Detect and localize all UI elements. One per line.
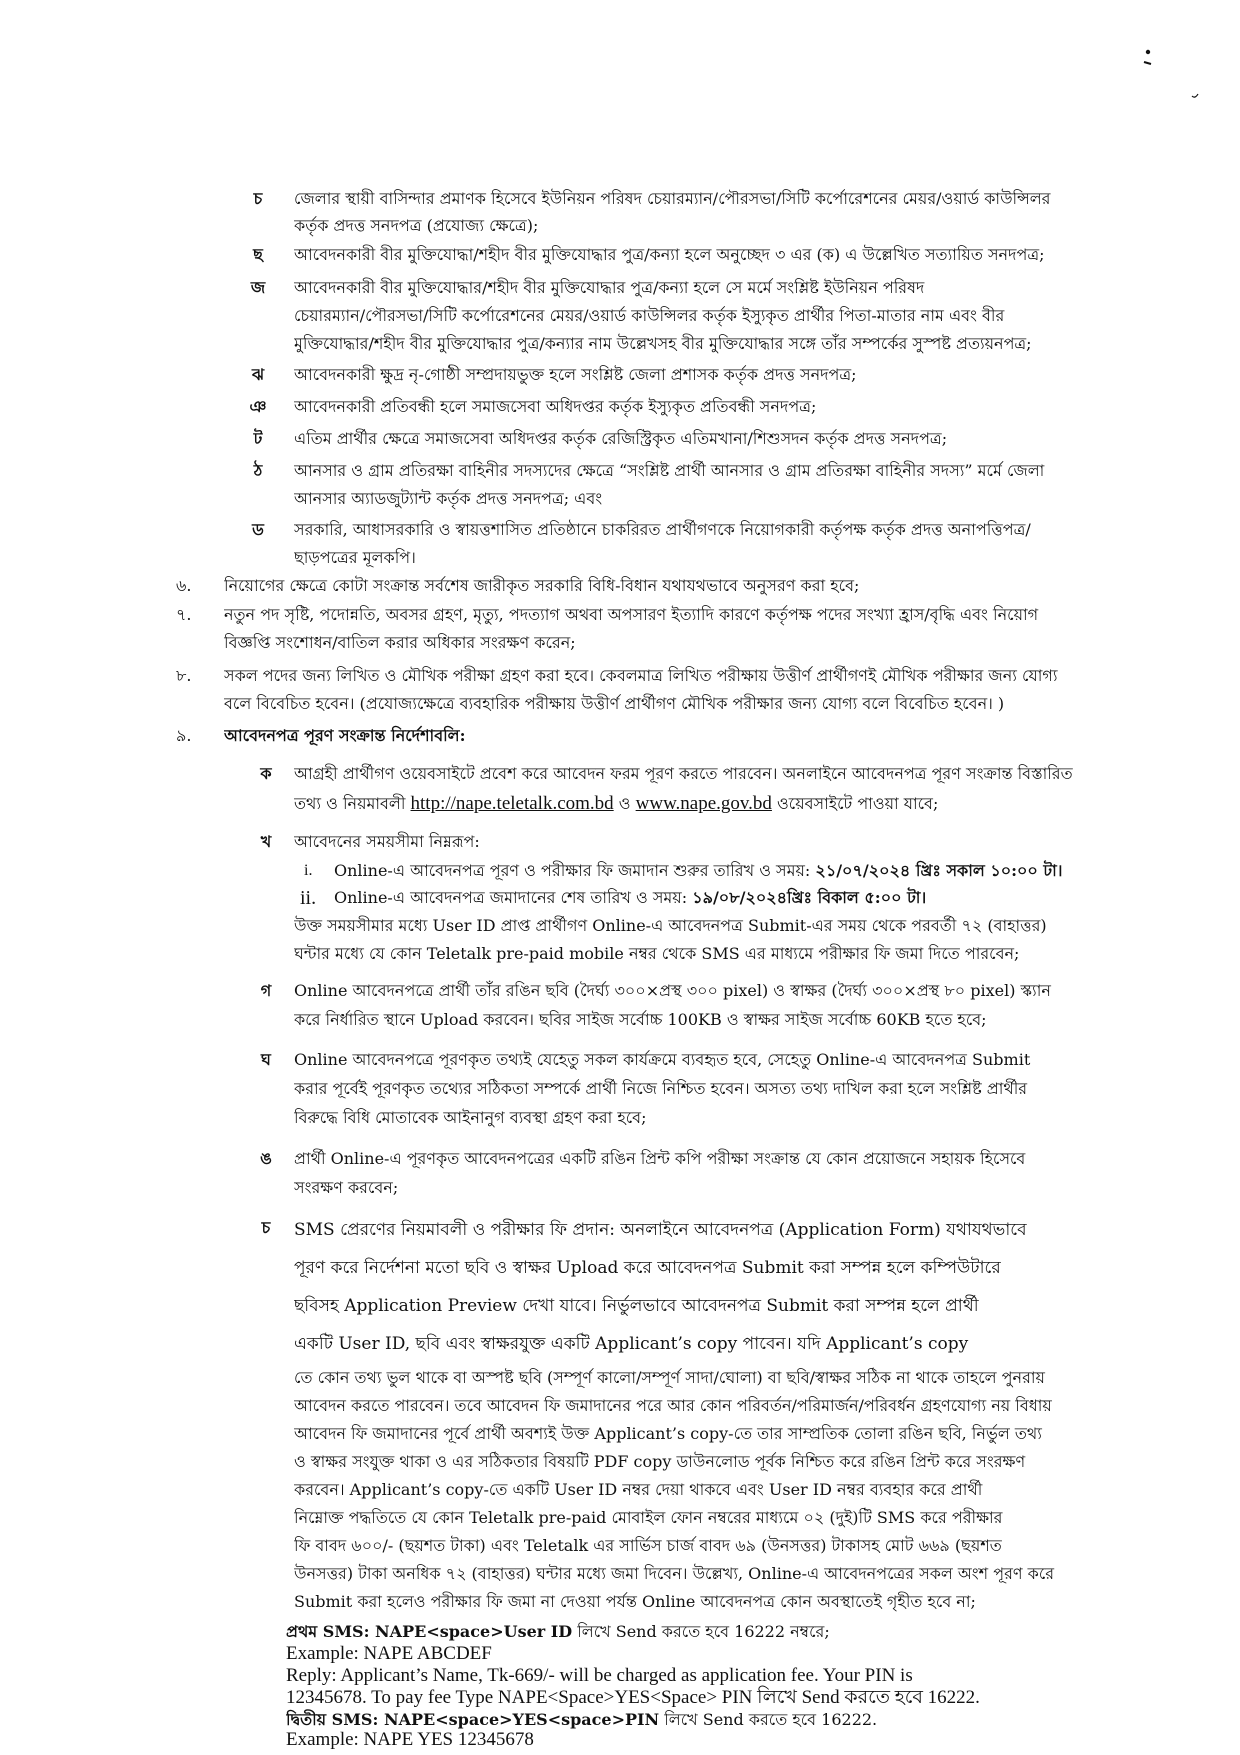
- instruction-label: ঘ: [261, 1050, 271, 1069]
- sms-rules-text: উনসত্তর) টাকা অনধিক ৭২ (বাহাত্তর) ঘন্টার মধ্যে জমা দিবেন। উল্লেখ্য, Online-এ আবেদনপত্রের সকল অংশ পূরণ করে: [294, 1564, 1055, 1583]
- sub-number: ii.: [300, 887, 317, 909]
- instruction-label: ঙ: [260, 1149, 272, 1168]
- item-label: ঠ: [253, 461, 263, 480]
- point-number: ৮.: [176, 666, 192, 685]
- text-fragment: তথ্য ও নিয়মাবলী: [294, 794, 411, 813]
- item-text: এতিম প্রার্থীর ক্ষেত্রে সমাজসেবা অধিদপ্তর কর্তৃক রেজিস্ট্রিকৃত এতিমখানা/শিশুসদন কর্তৃক প্রদত্ত সনদপত্র;: [294, 429, 948, 448]
- reply-1: Reply: Applicant’s Name, Tk-669/- will be charged as application fee. Your PIN is: [286, 1665, 913, 1686]
- sms-rules-text: করবেন। Applicant’s copy-তে একটি User ID নম্বর দেয়া থাকবে এবং User ID নম্বর ব্যবহার করে প্রার্থী: [294, 1480, 983, 1499]
- item-label: জ: [250, 278, 266, 297]
- sms-rules-text: নিম্নোক্ত পদ্ধতিতে যে কোন Teletalk pre-paid মোবাইল ফোন নম্বরের মাধ্যমে ০২ (দুই)টি SMS করে পরীক্ষার: [294, 1508, 1003, 1527]
- item-text: ছাড়পত্রের মূলকপি।: [294, 548, 416, 567]
- item-text: আবেদনকারী বীর মুক্তিযোদ্ধা/শহীদ বীর মুক্তিযোদ্ধার পুত্র/কন্যা হলে অনুচ্ছেদ ৩ এর (ক) এ উল্লেখিত সত্যায়িত সনদপত্র;: [294, 245, 1045, 264]
- item-label: ট: [253, 429, 263, 448]
- point-text: বলে বিবেচিত হবেন। (প্রযোজ্যক্ষেত্রে ব্যবহারিক পরীক্ষায় উত্তীর্ণ প্রার্থীগণ মৌখিক পরীক্ষার জন্য যোগ্য বলে বিবেচিত হবেন। ): [224, 694, 1005, 713]
- point-number: ৬.: [176, 576, 192, 595]
- section-heading: আবেদনপত্র পূরণ সংক্রান্ত নির্দেশাবলি:: [224, 726, 466, 745]
- timeline-end: [334, 884, 1104, 914]
- item-text: জেলার স্থায়ী বাসিন্দার প্রমাণক হিসেবে ইউনিয়ন পরিষদ চেয়ারম্যান/পৌরসভা/সিটি কর্পোরেশনের মেয়র/ওয়ার্ড কাউন্সিলর: [294, 189, 1051, 208]
- instruction-text: Online আবেদনপত্রে পূরণকৃত তথ্যই যেহেতু সকল কার্যক্রমে ব্যবহৃত হবে, সেহেতু Online-এ আবেদনপত্র Submit: [294, 1050, 1031, 1069]
- point-number: ৭.: [176, 605, 192, 624]
- point-text: সকল পদের জন্য লিখিত ও মৌখিক পরীক্ষা গ্রহণ করা হবে। কেবলমাত্র লিখিত পরীক্ষায় উত্তীর্ণ প্রার্থীগণই মৌখিক পরীক্ষার জন্য যোগ্য: [224, 666, 1058, 685]
- item-text: আবেদনকারী ক্ষুদ্র নৃ-গোষ্ঠী সম্প্রদায়ভুক্ত হলে সংশ্লিষ্ট জেলা প্রশাসক কর্তৃক প্রদত্ত সনদপত্র;: [294, 365, 857, 384]
- item-text: আনসার ও গ্রাম প্রতিরক্ষা বাহিনীর সদস্যদের ক্ষেত্রে “সংশ্লিষ্ট প্রার্থী আনসার ও গ্রাম প্রতিরক্ষা বাহিনীর সদস্য” মর্মে জেলা: [294, 461, 1045, 480]
- timeline-start: [334, 857, 1104, 887]
- sms-rules-text: ছবিসহ Application Preview দেখা যাবে। নির্ভুলভাবে আবেদনপত্র Submit করা সম্পন্ন হলে প্রার্থী: [294, 1296, 979, 1316]
- sms-rules-text: তে কোন তথ্য ভুল থাকে বা অস্পষ্ট ছবি (সম্পূর্ণ কালো/সম্পূর্ণ সাদা/ঘোলা) বা ছবি/স্বাক্ষর সঠিক না থাকে তাহলে পুনরায়: [294, 1368, 1045, 1387]
- teletalk-link[interactable]: http://nape.teletalk.com.bd: [410, 793, 614, 814]
- start-datetime: ২১/০৭/২০২৪ খ্রিঃ সকাল ১০:০০ টা।: [815, 861, 1063, 880]
- instruction-heading: আবেদনের সময়সীমা নিম্নরূপ:: [294, 832, 480, 851]
- item-label: ড: [252, 520, 264, 539]
- instruction-label: গ: [260, 981, 272, 1000]
- text-fragment: ওয়েবসাইটে পাওয়া যাবে;: [771, 794, 939, 813]
- instruction-text: Online আবেদনপত্রে প্রার্থী তাঁর রঙিন ছবি (দৈর্ঘ্য ৩০০×প্রস্থ ৩০০ pixel) ও স্বাক্ষর (দৈর্ঘ্য ৩০০×প্রস্থ ৮০ pixel) স্ক্যান: [294, 981, 1051, 1000]
- sms-rules-text: একটি User ID, ছবি এবং স্বাক্ষরযুক্ত একটি Applicant’s copy পাবেন। যদি Applicant’s copy: [294, 1334, 969, 1354]
- instruction-text: বিরুদ্ধে বিধি মোতাবেক আইনানুগ ব্যবস্থা গ্রহণ করা হবে;: [294, 1108, 647, 1127]
- instruction-text: করার পূর্বেই পূরণকৃত তথ্যের সঠিকতা সম্পর্কে প্রার্থী নিজে নিশ্চিত হবেন। অসত্য তথ্য দাখিল করা হলে সংশ্লিষ্ট প্রার্থীর: [294, 1079, 1028, 1098]
- point-text: নতুন পদ সৃষ্টি, পদোন্নতি, অবসর গ্রহণ, মৃত্যু, পদত্যাগ অথবা অপসারণ ইত্যাদি কারণে কর্তৃপক্ষ পদের সংখ্যা হ্রাস/বৃদ্ধি এবং নিয়োগ: [224, 605, 1039, 624]
- item-text: চেয়ারম্যান/পৌরসভা/সিটি কর্পোরেশনের মেয়র/ওয়ার্ড কাউন্সিলর কর্তৃক ইস্যুকৃত প্রার্থীর পিতা-মাতার নাম এবং বীর: [294, 306, 1005, 325]
- instruction-text: উক্ত সময়সীমার মধ্যে User ID প্রাপ্ত প্রার্থীগণ Online-এ আবেদনপত্র Submit-এর সময় থেকে পরবর্তী ৭২ (বাহাত্তর): [294, 916, 1047, 935]
- instruction-text: আগ্রহী প্রার্থীগণ ওয়েবসাইটে প্রবেশ করে আবেদন ফরম পূরণ করতে পারবেন। অনলাইনে আবেদনপত্র পূরণ সংক্রান্ত বিস্তারিত: [294, 764, 1073, 783]
- item-label: ছ: [253, 245, 263, 264]
- sms-rules-text: আবেদন করতে পারবেন। তবে আবেদন ফি জমাদানের পরে আর কোন পরিবর্তন/পরিমার্জন/পরিবর্ধন গ্রহণযোগ্য নয় বিধায়: [294, 1396, 1052, 1415]
- first-sms-label: প্রথম SMS: NAPE<space>User ID: [286, 1622, 573, 1641]
- item-label: ঞ: [249, 397, 267, 416]
- corner-mark: [1140, 44, 1200, 104]
- item-label: ঝ: [251, 365, 265, 384]
- instruction-label: খ: [260, 832, 272, 851]
- text-fragment: ও: [613, 794, 636, 813]
- point-text: নিয়োগের ক্ষেত্রে কোটা সংক্রান্ত সর্বশেষ জারীকৃত সরকারি বিধি-বিধান যথাযথভাবে অনুসরণ করা হবে;: [224, 576, 860, 595]
- sms-rules-text: পূরণ করে নির্দেশনা মতো ছবি ও স্বাক্ষর Upload করে আবেদনপত্র Submit করা সম্পন্ন হলে কম্পিউটারে: [294, 1258, 1001, 1278]
- instruction-text: ঘন্টার মধ্যে যে কোন Teletalk pre-paid mobile নম্বর থেকে SMS এর মাধ্যমে পরীক্ষার ফি জমা দিতে পারবেন;: [294, 944, 1020, 963]
- instruction-label: ক: [260, 764, 272, 783]
- item-text: কর্তৃক প্রদত্ত সনদপত্র (প্রযোজ্য ক্ষেত্রে);: [294, 216, 539, 235]
- item-text: সরকারি, আধাসরকারি ও স্বায়ত্তশাসিত প্রতিষ্ঠানে চাকরিরত প্রার্থীগণকে নিয়োগকারী কর্তৃপক্ষ কর্তৃক প্রদত্ত অনাপত্তিপত্র/: [294, 520, 1031, 539]
- second-sms-label: দ্বিতীয় SMS: NAPE<space>YES<space>PIN: [286, 1710, 660, 1729]
- item-text: মুক্তিযোদ্ধার/শহীদ বীর মুক্তিযোদ্ধার পুত্র/কন্যার নাম উল্লেখসহ বীর মুক্তিযোদ্ধার সঙ্গে তাঁর সম্পর্কের সুস্পষ্ট প্রত্যয়নপত্র;: [294, 334, 1032, 353]
- text-fragment: লিখে Send করতে হবে 16222.: [659, 1710, 878, 1729]
- reply-1: 12345678. To pay fee Type NAPE<Space>YES<Space> PIN লিখে Send করতে হবে 16222.: [286, 1687, 980, 1708]
- end-datetime: ১৯/০৮/২০২৪খ্রিঃ বিকাল ৫:০০ টা।: [692, 888, 927, 907]
- sms-rules-text: ফি বাবদ ৬০০/- (ছয়শত টাকা) এবং Teletalk এর সার্ভিস চার্জ বাবদ ৬৯ (উনসত্তর) টাকাসহ মোট ৬৬৯ (ছয়শত: [294, 1536, 1002, 1555]
- item-label: চ: [253, 189, 263, 208]
- point-text: বিজ্ঞপ্তি সংশোধন/বাতিল করার অধিকার সংরক্ষণ করেন;: [224, 633, 576, 652]
- sms-rules-text: আবেদন ফি জমাদানের পূর্বে প্রার্থী অবশ্যই উক্ত Applicant’s copy-তে তার সাম্প্রতিক তোলা রঙিন ছবি, নির্ভুল তথ্য: [294, 1424, 1042, 1443]
- nape-link[interactable]: www.nape.gov.bd: [635, 793, 772, 814]
- sub-number: i.: [304, 862, 313, 879]
- item-text: আনসার অ্যাডজুট্যান্ট কর্তৃক প্রদত্ত সনদপত্র; এবং: [294, 489, 603, 508]
- text-fragment: লিখে Send করতে হবে 16222 নম্বরে;: [572, 1622, 830, 1641]
- item-text: আবেদনকারী বীর মুক্তিযোদ্ধার/শহীদ বীর মুক্তিযোদ্ধার পুত্র/কন্যা হলে সে মর্মে সংশ্লিষ্ট ইউনিয়ন পরিষদ: [294, 278, 925, 297]
- instruction-text: প্রার্থী Online-এ পূরণকৃত আবেদনপত্রের একটি রঙিন প্রিন্ট কপি পরীক্ষা সংক্রান্ত যে কোন প্রয়োজনে সহায়ক হিসেবে: [294, 1149, 1026, 1168]
- item-text: আবেদনকারী প্রতিবন্ধী হলে সমাজসেবা অধিদপ্তর কর্তৃক ইস্যুকৃত প্রতিবন্ধী সনদপত্র;: [294, 397, 817, 416]
- instruction-text: করে নির্ধারিত স্থানে Upload করবেন। ছবির সাইজ সর্বোচ্চ 100KB ও স্বাক্ষর সাইজ সর্বোচ্চ 60KB হতে হবে;: [294, 1010, 987, 1029]
- sms-rules-text: ও স্বাক্ষর সংযুক্ত থাকা ও এর সঠিকতার বিষয়টি PDF copy ডাউনলোড পূর্বক নিশ্চিত করে রঙিন প্রিন্ট করে সংরক্ষণ: [294, 1452, 1026, 1471]
- sms-rules-text: Submit করা হলেও পরীক্ষার ফি জমা না দেওয়া পর্যন্ত Online আবেদনপত্র কোন অবস্থাতেই গৃহীত হবে না;: [294, 1592, 976, 1611]
- instruction-text-links: [294, 790, 1104, 820]
- point-number: ৯.: [176, 726, 192, 745]
- text-fragment: Online-এ আবেদনপত্র পূরণ ও পরীক্ষার ফি জমাদান শুরুর তারিখ ও সময়:: [334, 861, 816, 880]
- instruction-text: সংরক্ষণ করবেন;: [294, 1178, 399, 1197]
- example-1: Example: NAPE ABCDEF: [286, 1643, 492, 1664]
- instruction-label: চ: [261, 1218, 271, 1237]
- example-2: Example: NAPE YES 12345678: [286, 1729, 534, 1750]
- sms-rules-text: SMS প্রেরণের নিয়মাবলী ও পরীক্ষার ফি প্রদান: অনলাইনে আবেদনপত্র (Application Form) যথাযথভাবে: [294, 1220, 1027, 1240]
- text-fragment: Online-এ আবেদনপত্র জমাদানের শেষ তারিখ ও সময়:: [334, 888, 693, 907]
